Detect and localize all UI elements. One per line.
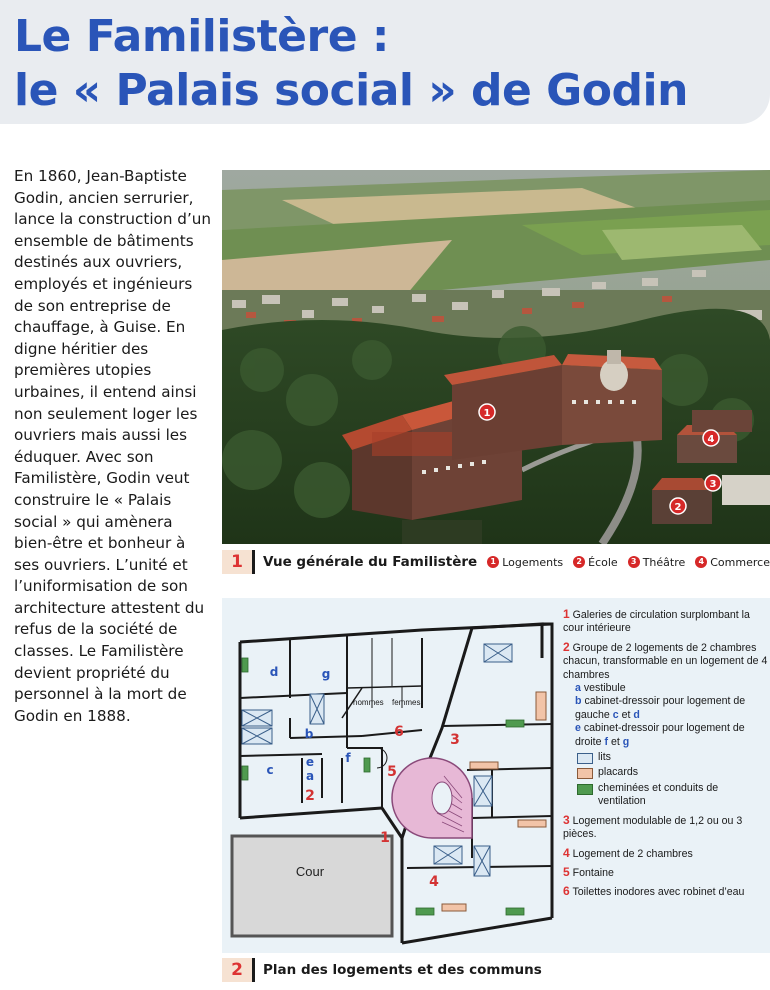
legend-item-1: 1 Galeries de circulation surplombant la cour intérieure xyxy=(563,607,750,635)
page-title xyxy=(14,10,688,118)
plan-label-d: d xyxy=(269,665,279,679)
figure-2-number: 2 xyxy=(222,958,255,982)
plan-number-4: 4 xyxy=(429,874,439,890)
figure-1-caption xyxy=(222,550,770,574)
plan-number-2: 2 xyxy=(305,788,315,804)
svg-text:1: 1 xyxy=(483,408,491,419)
aerial-photo xyxy=(222,170,770,544)
plan-label-g: g xyxy=(321,667,331,681)
plan-label-a: a xyxy=(305,769,315,783)
page-header xyxy=(0,0,770,124)
photo-marker-4 xyxy=(703,430,719,446)
plan-number-1: 1 xyxy=(380,830,390,846)
legend-sub-a: a vestibule xyxy=(575,682,626,695)
plan-label-e: e xyxy=(305,755,315,769)
plan-number-5: 5 xyxy=(387,764,397,780)
courtyard-label: Cour xyxy=(295,864,325,879)
figure-1-number: 1 xyxy=(222,550,255,574)
svg-text:3: 3 xyxy=(709,479,717,490)
spiral-staircase xyxy=(392,758,472,838)
legend-sub-b: b cabinet-dressoir pour logement de gauche c et d xyxy=(575,695,746,721)
legend-symbol-lits: lits xyxy=(563,751,768,764)
legend-ecole: 2 École xyxy=(573,556,618,569)
legend-item-5: 5 Fontaine xyxy=(563,864,614,879)
legend-symbol-placards: placards xyxy=(563,766,768,779)
legend-item-4: 4 Logement de 2 chambres xyxy=(563,845,693,860)
figure-1-title: Vue générale du Familistère xyxy=(263,554,478,570)
title-line-2: le « Palais social » de Godin xyxy=(14,65,688,116)
legend-logements: 1 Logements xyxy=(487,556,563,569)
legend-sub-e: e cabinet-dressoir pour logement de droite f et g xyxy=(575,722,745,748)
plan-label-b: b xyxy=(304,727,314,741)
photo-marker-3 xyxy=(705,475,721,491)
intro-paragraph: En 1860, Jean-Baptiste Godin, ancien serrurier, lance la construction d’un ensemble de bâtiments destinés aux ouvriers, employés et ingénieurs de son entreprise de chauffage, à Guise. En digne héritier des premières utopies urbaines, il entend ainsi non seulement loger les ouvriers mais aussi les éduquer. Avec son Familistère, Godin veut construire le « Palais social » qui amènera bien-être et bonheur à ses ouvriers. L’unité et l’uniformisation de son architecture attestent du refus de la société de classes. Le Familistère devient propriété du personnel à la mort de Godin en 1888. xyxy=(14,167,212,725)
svg-text:2: 2 xyxy=(674,502,682,513)
plan-label-femmes: femmes xyxy=(392,698,421,707)
figure-2-caption xyxy=(222,958,542,982)
title-line-1: Le Familistère : xyxy=(14,11,389,62)
photo-marker-2 xyxy=(670,498,686,514)
plan-label-c: c xyxy=(266,763,274,777)
legend-symbol-cheminees: cheminées et conduits de ventilation xyxy=(563,782,768,809)
floor-plan-legend xyxy=(563,608,768,905)
plan-number-6: 6 xyxy=(394,724,404,740)
figure-2-title: Plan des logements et des communs xyxy=(263,962,542,978)
svg-text:4: 4 xyxy=(707,434,715,445)
legend-theatre: 3 Théâtre xyxy=(628,556,686,569)
courtyard xyxy=(232,836,392,936)
plan-number-3: 3 xyxy=(450,732,460,748)
legend-commerce: 4 Commerce xyxy=(695,556,770,569)
legend-item-6: 6 Toilettes inodores avec robinet d’eau xyxy=(563,884,745,899)
plan-label-hommes: hommes xyxy=(353,698,384,707)
aerial-photo-illustration xyxy=(222,170,770,544)
legend-item-2: 2 Groupe de 2 logements de 2 chambres chacun, transformable en un logement de 4 chambres a vestibule b cabinet-dressoir pour logement de gauche c et d e cabinet-dressoir pour logement de droite f et g lits placards cheminées et conduits de ventilation xyxy=(563,639,768,808)
photo-marker-1 xyxy=(479,404,495,420)
legend-item-3: 3 Logement modulable de 1,2 ou ou 3 pièces. xyxy=(563,812,743,841)
plan-label-f: f xyxy=(345,751,351,765)
